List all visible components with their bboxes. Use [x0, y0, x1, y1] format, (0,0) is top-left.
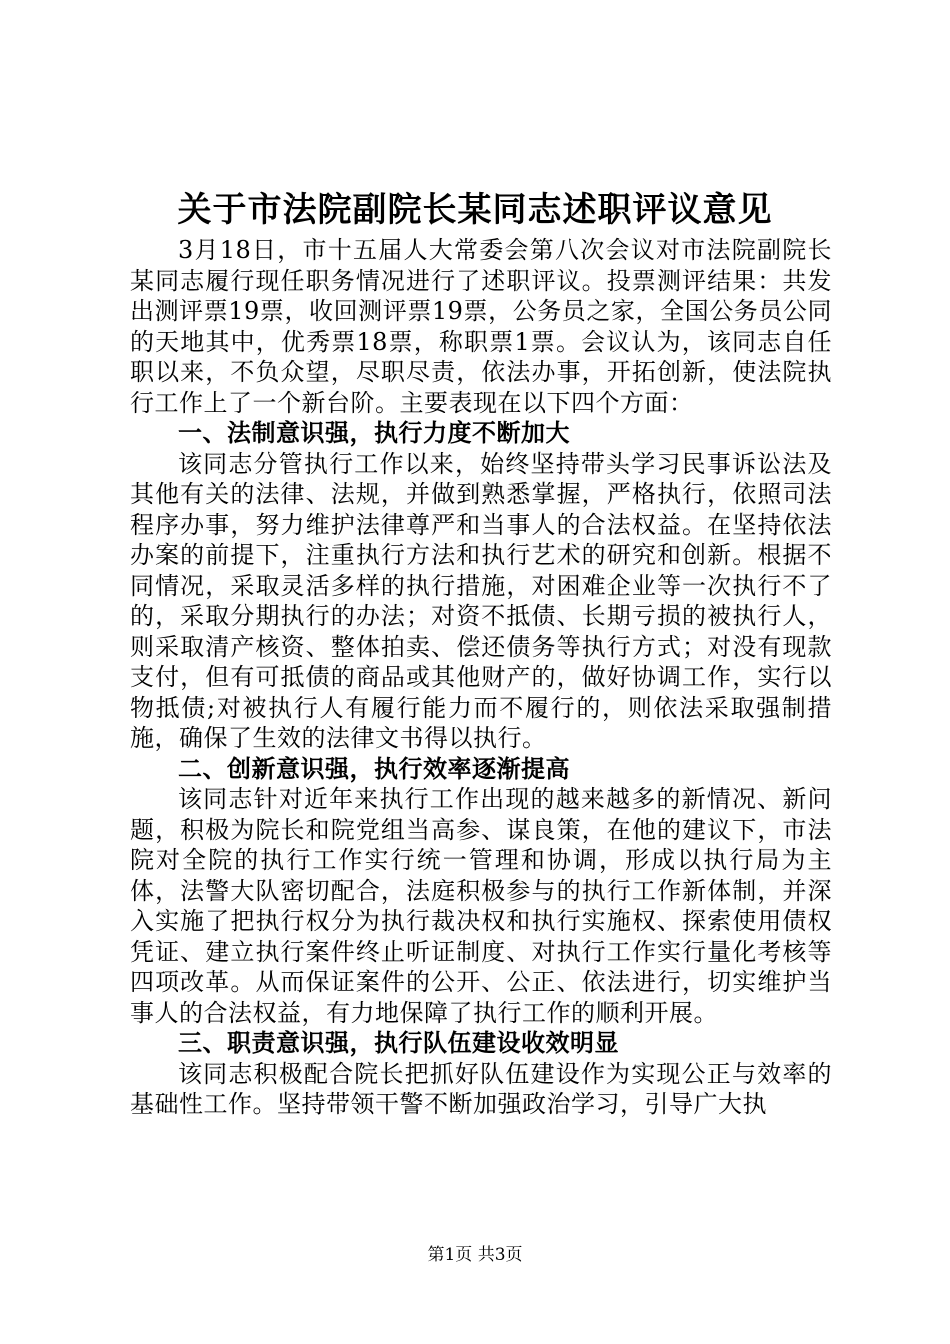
section-heading: 三、职责意识强，执行队伍建设收效明显 — [178, 1028, 619, 1057]
section-heading: 一、法制意识强，执行力度不断加大 — [178, 418, 570, 447]
body-paragraph: 3月18日，市十五届人大常委会第八次会议对市法院副院长某同志履行现任职务情况进行了述职评议。投票测评结果：共发出测评票19票，收回测评票19票，公务员之家，全国公务员公同的天地其中，优秀票18票，称职票1票。会议认为，该同志自任职以来，不负众望，尽职尽责，依法办事，开拓创新，使法院执行工作上了一个新台阶。主要表现在以下四个方面： — [130, 236, 832, 417]
body-paragraph: 该同志积极配合院长把抓好队伍建设作为实现公正与效率的基础性工作。坚持带领干警不断加强政治学习，引导广大执 — [130, 1059, 832, 1118]
document-body — [130, 235, 832, 1120]
document-title: 关于市法院副院长某同志述职评议意见 — [177, 190, 773, 230]
section-heading: 二、创新意识强，执行效率逐渐提高 — [178, 753, 570, 783]
body-paragraph: 该同志针对近年来执行工作出现的越来越多的新情况、新问题，积极为院长和院党组当高参、谋良策，在他的建议下，市法院对全院的执行工作实行统一管理和协调，形成以执行局为主体，法警大队密切配合，法庭积极参与的执行工作新体制，并深入实施了把执行权分为执行裁决权和执行实施权、探索使用债权凭证、建立执行案件终止听证制度、对执行工作实行量化考核等四项改革。从而保证案件的公开、公正、依法进行，切实维护当事人的合法权益，有力地保障了执行工作的顺利开展。 — [130, 785, 832, 1027]
body-paragraph: 该同志分管执行工作以来，始终坚持带头学习民事诉讼法及其他有关的法律、法规，并做到熟悉掌握，严格执行，依照司法程序办事，努力维护法律尊严和当事人的合法权益。在坚持依法办案的前提下，注重执行方法和执行艺术的研究和创新。根据不同情况，采取灵活多样的执行措施，对困难企业等一次执行不了的，采取分期执行的办法；对资不抵债、长期亏损的被执行人，则采取清产核资、整体拍卖、偿还债务等执行方式；对没有现款支付，但有可抵债的商品或其他财产的，做好协调工作，实行以物抵债;对被执行人有履行能力而不履行的，则依法采取强制措施，确保了生效的法律文书得以执行。 — [130, 449, 832, 752]
page-footer: 第1页 共3页 — [427, 1245, 523, 1265]
